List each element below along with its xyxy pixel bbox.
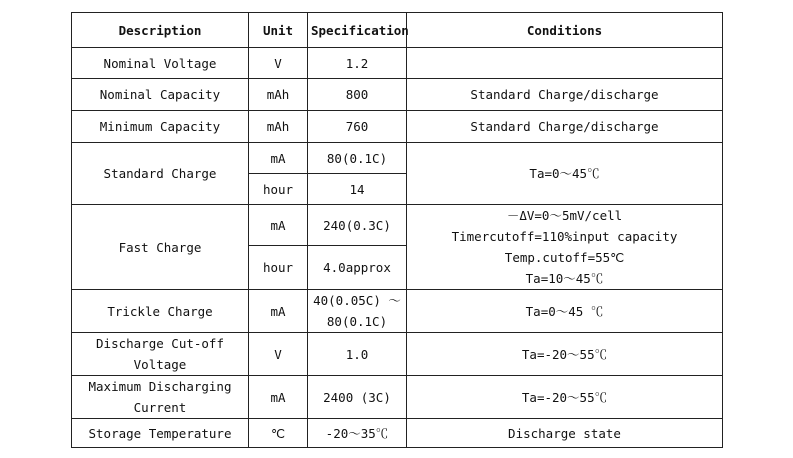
spec-line: 40(0.05C) ～: [313, 293, 401, 308]
table-row: [72, 79, 723, 111]
header-unit: Unit: [249, 13, 308, 48]
unit-cell: hour: [249, 174, 308, 205]
table-row: [72, 419, 723, 448]
header-description: Description: [72, 13, 249, 48]
spec-cell: 80(0.1C): [308, 143, 407, 174]
conditions-cell: Ta=0～45 ℃: [407, 290, 723, 333]
spec-cell: 2400 (3C): [308, 376, 407, 419]
description-cell: Fast Charge: [72, 205, 249, 290]
conditions-cell: [407, 48, 723, 79]
unit-cell: V: [249, 48, 308, 79]
unit-cell: V: [249, 333, 308, 376]
table-row: [72, 111, 723, 143]
unit-cell: mA: [249, 376, 308, 419]
description-cell: [72, 333, 249, 376]
condition-line: Timercutoff=110%input capacity: [451, 229, 678, 244]
unit-cell: ℃: [249, 419, 308, 448]
table-row: [72, 290, 723, 333]
table-row: [72, 376, 723, 419]
description-cell: Storage Temperature: [72, 419, 249, 448]
description-cell: Minimum Capacity: [72, 111, 249, 143]
spec-cell: 1.2: [308, 48, 407, 79]
table-row: [72, 205, 723, 246]
spec-cell: 800: [308, 79, 407, 111]
description-line: Discharge Cut-off: [96, 336, 224, 351]
description-cell: Nominal Capacity: [72, 79, 249, 111]
condition-line: Ta=10～45℃: [525, 271, 604, 286]
header-row: [72, 13, 723, 48]
unit-cell: mA: [249, 205, 308, 246]
description-cell: Standard Charge: [72, 143, 249, 205]
spec-cell: 4.0approx: [308, 246, 407, 290]
description-cell: [72, 376, 249, 419]
description-line: Voltage: [133, 357, 187, 372]
conditions-cell: Ta=-20～55℃: [407, 333, 723, 376]
header-specification: Specification: [308, 13, 407, 48]
spec-cell: 240(0.3C): [308, 205, 407, 246]
table-row: [72, 48, 723, 79]
unit-cell: mA: [249, 143, 308, 174]
conditions-cell: Ta=-20～55℃: [407, 376, 723, 419]
description-cell: Trickle Charge: [72, 290, 249, 333]
condition-line: －ΔV=0～5mV/cell: [506, 208, 623, 223]
spec-cell: -20～35℃: [308, 419, 407, 448]
spec-cell: [308, 290, 407, 333]
header-conditions: Conditions: [407, 13, 723, 48]
description-line: Maximum Discharging: [88, 379, 232, 394]
spec-cell: 760: [308, 111, 407, 143]
table-row: [72, 333, 723, 376]
description-cell: Nominal Voltage: [72, 48, 249, 79]
unit-cell: mAh: [249, 79, 308, 111]
conditions-cell: Ta=0～45℃: [407, 143, 723, 205]
conditions-cell: [407, 205, 723, 290]
condition-line: Temp.cutoff=55℃: [504, 250, 625, 265]
conditions-cell: Standard Charge/discharge: [407, 79, 723, 111]
description-line: Current: [133, 400, 187, 415]
conditions-cell: Discharge state: [407, 419, 723, 448]
spec-line: 80(0.1C): [326, 314, 388, 329]
table-row: [72, 143, 723, 174]
unit-cell: hour: [249, 246, 308, 290]
battery-spec-table: [71, 12, 723, 448]
unit-cell: mA: [249, 290, 308, 333]
spec-cell: 14: [308, 174, 407, 205]
spec-cell: 1.0: [308, 333, 407, 376]
unit-cell: mAh: [249, 111, 308, 143]
conditions-cell: Standard Charge/discharge: [407, 111, 723, 143]
